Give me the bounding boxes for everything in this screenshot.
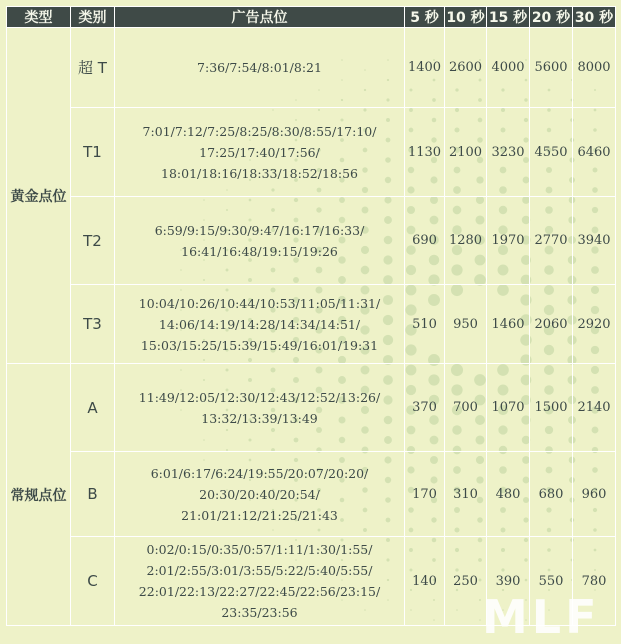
slots-cell — [115, 28, 405, 108]
category-cell: 超 T — [71, 28, 115, 108]
price-15s: 4000 — [487, 28, 530, 108]
price-30s: 780 — [573, 537, 616, 626]
slot-line: 7:36/7:54/8:01/8:21 — [197, 60, 322, 75]
table-header-row — [7, 7, 616, 28]
price-5s: 370 — [405, 364, 445, 452]
price-20s: 2060 — [530, 285, 573, 364]
price-30s: 2140 — [573, 364, 616, 452]
price-20s: 680 — [530, 452, 573, 537]
header-15s: 15 秒 — [487, 7, 530, 28]
price-20s: 1500 — [530, 364, 573, 452]
slots-cell — [115, 364, 405, 452]
price-5s: 1130 — [405, 108, 445, 197]
price-15s: 1460 — [487, 285, 530, 364]
type-cell-regular: 常规点位 — [7, 364, 71, 626]
header-20s: 20 秒 — [530, 7, 573, 28]
price-10s: 2100 — [445, 108, 487, 197]
slot-line: 7:01/7:12/7:25/8:25/8:30/8:55/17:10/ — [142, 123, 377, 139]
price-20s: 2770 — [530, 197, 573, 285]
slot-line: 13:32/13:39/13:49 — [201, 410, 318, 426]
slot-line: 11:49/12:05/12:30/12:43/12:52/13:26/ — [138, 389, 381, 405]
slot-line: 15:03/15:25/15:39/15:49/16:01/19:31 — [140, 337, 379, 353]
header-30s: 30 秒 — [573, 7, 616, 28]
slots-cell — [115, 285, 405, 364]
type-cell-gold: 黄金点位 — [7, 28, 71, 364]
price-10s: 2600 — [445, 28, 487, 108]
watermark-logo: MLF — [482, 590, 601, 644]
slot-line: 21:01/21:12/21:25/21:43 — [181, 507, 338, 523]
table-row — [7, 364, 616, 452]
slot-line: 6:59/9:15/9:30/9:47/16:17/16:33/ — [154, 222, 365, 238]
category-cell: T2 — [71, 197, 115, 285]
ad-rate-table — [6, 6, 616, 626]
table-row — [7, 197, 616, 285]
slot-line: 23:35/23:56 — [221, 605, 298, 620]
header-category: 类别 — [71, 7, 115, 28]
header-slots: 广告点位 — [115, 7, 405, 28]
price-15s: 3230 — [487, 108, 530, 197]
header-5s: 5 秒 — [405, 7, 445, 28]
price-5s: 1400 — [405, 28, 445, 108]
price-15s: 1070 — [487, 364, 530, 452]
price-15s: 480 — [487, 452, 530, 537]
price-30s: 3940 — [573, 197, 616, 285]
slot-line: 17:25/17:40/17:56/ — [199, 144, 320, 160]
category-cell: T3 — [71, 285, 115, 364]
price-5s: 170 — [405, 452, 445, 537]
slot-line: 0:02/0:15/0:35/0:57/1:11/1:30/1:55/ — [146, 542, 373, 557]
table-row — [7, 108, 616, 197]
price-10s: 310 — [445, 452, 487, 537]
slots-cell — [115, 108, 405, 197]
price-5s: 690 — [405, 197, 445, 285]
slot-line: 18:01/18:16/18:33/18:52/18:56 — [161, 165, 358, 181]
slot-line: 14:06/14:19/14:28/14:34/14:51/ — [158, 316, 361, 332]
category-cell: A — [71, 364, 115, 452]
slot-line: 6:01/6:17/6:24/19:55/20:07/20:20/ — [150, 465, 369, 481]
price-15s: 1970 — [487, 197, 530, 285]
table-row — [7, 452, 616, 537]
price-10s: 950 — [445, 285, 487, 364]
price-20s: 5600 — [530, 28, 573, 108]
category-cell: B — [71, 452, 115, 537]
price-30s: 960 — [573, 452, 616, 537]
price-30s: 6460 — [573, 108, 616, 197]
header-type: 类型 — [7, 7, 71, 28]
category-cell: C — [71, 537, 115, 626]
price-10s: 250 — [445, 537, 487, 626]
slot-line: 10:04/10:26/10:44/10:53/11:05/11:31/ — [138, 295, 381, 311]
header-10s: 10 秒 — [445, 7, 487, 28]
price-10s: 1280 — [445, 197, 487, 285]
price-10s: 700 — [445, 364, 487, 452]
price-5s: 510 — [405, 285, 445, 364]
category-cell: T1 — [71, 108, 115, 197]
price-20s: 4550 — [530, 108, 573, 197]
price-15s: 390 — [487, 537, 530, 626]
slot-line: 22:01/22:13/22:27/22:45/22:56/23:15/ — [138, 584, 381, 599]
price-30s: 2920 — [573, 285, 616, 364]
slots-cell — [115, 452, 405, 537]
slots-cell — [115, 197, 405, 285]
slot-line: 20:30/20:40/20:54/ — [199, 486, 320, 502]
table-row — [7, 28, 616, 108]
slot-line: 16:41/16:48/19:15/19:26 — [181, 243, 338, 259]
slots-cell — [115, 537, 405, 626]
price-20s: 550 — [530, 537, 573, 626]
slot-line: 2:01/2:55/3:01/3:55/5:22/5:40/5:55/ — [146, 563, 373, 578]
price-30s: 8000 — [573, 28, 616, 108]
price-5s: 140 — [405, 537, 445, 626]
table-row — [7, 285, 616, 364]
